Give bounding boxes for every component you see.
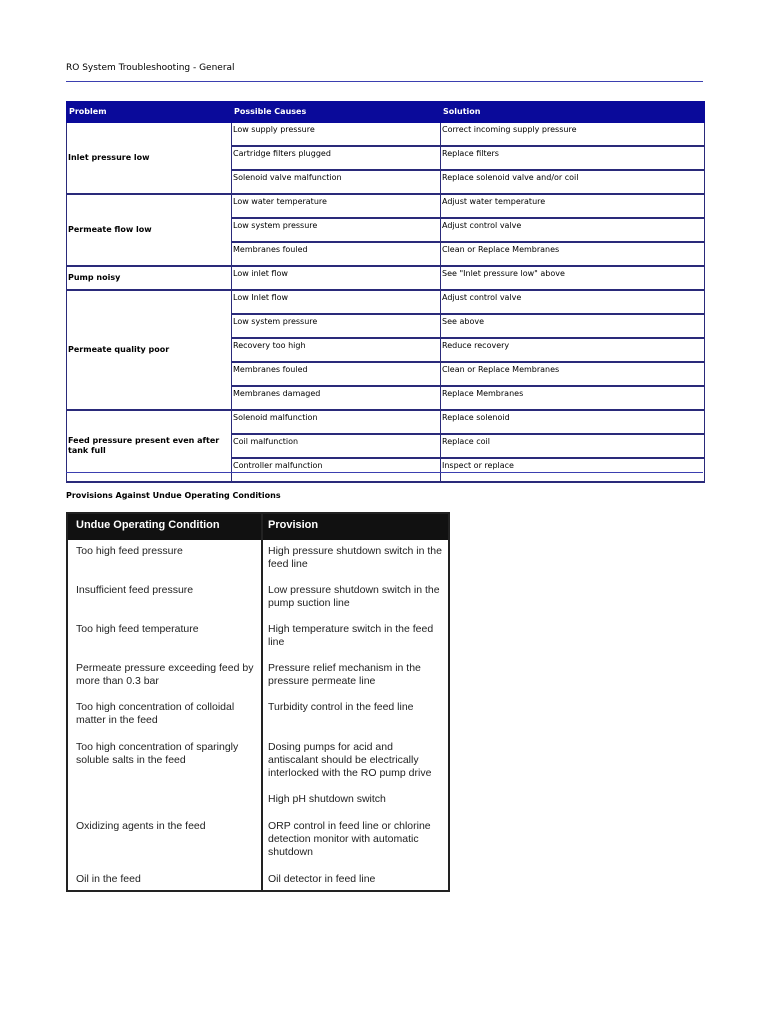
provisions-header-row	[68, 514, 448, 540]
condition-column-header: Undue Operating Condition	[76, 519, 220, 531]
section-title: Provisions Against Undue Operating Conditions	[66, 491, 281, 500]
solution-cell: Adjust control valve	[441, 218, 705, 242]
solution-cell: Replace Membranes	[441, 386, 705, 410]
problem-cell: Permeate quality poor	[67, 290, 232, 410]
problem-column-header: Problem	[67, 102, 232, 123]
provision-cell: Pressure relief mechanism in the pressure permeate line	[268, 662, 421, 687]
provision-cell: Turbidity control in the feed line	[268, 701, 414, 713]
provision-cell: Dosing pumps for acid and antiscalant should be electrically interlocked with the RO pump drive	[268, 741, 432, 779]
cause-cell: Membranes damaged	[232, 386, 441, 410]
condition-cell: Too high feed temperature	[76, 623, 199, 635]
table-header-row	[67, 102, 705, 123]
table-row	[67, 194, 705, 218]
condition-cell: Permeate pressure exceeding feed by more than 0.3 bar	[76, 662, 254, 687]
provision-cell: High pH shutdown switch	[268, 793, 386, 805]
cause-cell: Low Inlet flow	[232, 290, 441, 314]
condition-cell: Insufficient feed pressure	[76, 584, 194, 596]
troubleshooting-table	[66, 101, 705, 483]
table-row	[67, 123, 705, 147]
solution-cell: Adjust water temperature	[441, 194, 705, 218]
header-divider	[66, 81, 703, 82]
solution-cell: Adjust control valve	[441, 290, 705, 314]
column-divider	[261, 514, 263, 890]
solution-cell: Replace coil	[441, 434, 705, 458]
cause-cell: Controller malfunction	[232, 458, 441, 482]
table-row	[67, 410, 705, 434]
table-row	[67, 266, 705, 290]
solution-cell: Replace solenoid valve and/or coil	[441, 170, 705, 194]
cause-cell: Low system pressure	[232, 218, 441, 242]
condition-cell: Oil in the feed	[76, 873, 141, 885]
cause-cell: Solenoid malfunction	[232, 410, 441, 434]
solution-cell: Replace solenoid	[441, 410, 705, 434]
cause-cell: Membranes fouled	[232, 362, 441, 386]
causes-column-header: Possible Causes	[232, 102, 441, 123]
cause-cell: Cartridge filters plugged	[232, 146, 441, 170]
cause-cell: Solenoid valve malfunction	[232, 170, 441, 194]
provision-cell: High pressure shutdown switch in the feed line	[268, 545, 442, 570]
solution-cell: Inspect or replace	[441, 458, 705, 482]
condition-cell: Oxidizing agents in the feed	[76, 820, 206, 832]
problem-cell: Pump noisy	[67, 266, 232, 290]
table-row	[67, 290, 705, 314]
provision-column-header: Provision	[268, 519, 319, 531]
condition-cell: Too high feed pressure	[76, 545, 183, 557]
page-title: RO System Troubleshooting - General	[66, 63, 235, 73]
cause-cell: Low supply pressure	[232, 123, 441, 147]
problem-cell: Inlet pressure low	[67, 123, 232, 195]
cause-cell: Membranes fouled	[232, 242, 441, 266]
problem-cell: Feed pressure present even after tank full	[67, 410, 232, 482]
cause-cell: Low inlet flow	[232, 266, 441, 290]
condition-cell: Too high concentration of sparingly soluble salts in the feed	[76, 741, 239, 766]
provision-cell: High temperature switch in the feed line	[268, 623, 434, 648]
solution-cell: Clean or Replace Membranes	[441, 242, 705, 266]
solution-cell: See above	[441, 314, 705, 338]
solution-cell: Clean or Replace Membranes	[441, 362, 705, 386]
solution-cell: Correct incoming supply pressure	[441, 123, 705, 147]
problem-cell: Permeate flow low	[67, 194, 232, 266]
provision-cell: Low pressure shutdown switch in the pump suction line	[268, 584, 440, 609]
provision-cell: ORP control in feed line or chlorine detection monitor with automatic shutdown	[268, 820, 431, 858]
solution-column-header: Solution	[441, 102, 705, 123]
condition-cell: Too high concentration of colloidal matter in the feed	[76, 701, 235, 726]
provision-cell: Oil detector in feed line	[268, 873, 376, 885]
solution-cell: See "Inlet pressure low" above	[441, 266, 705, 290]
provisions-table	[66, 512, 450, 892]
solution-cell: Reduce recovery	[441, 338, 705, 362]
cause-cell: Low system pressure	[232, 314, 441, 338]
cause-cell: Recovery too high	[232, 338, 441, 362]
solution-cell: Replace filters	[441, 146, 705, 170]
cause-cell: Coil malfunction	[232, 434, 441, 458]
section-divider	[66, 472, 703, 473]
cause-cell: Low water temperature	[232, 194, 441, 218]
